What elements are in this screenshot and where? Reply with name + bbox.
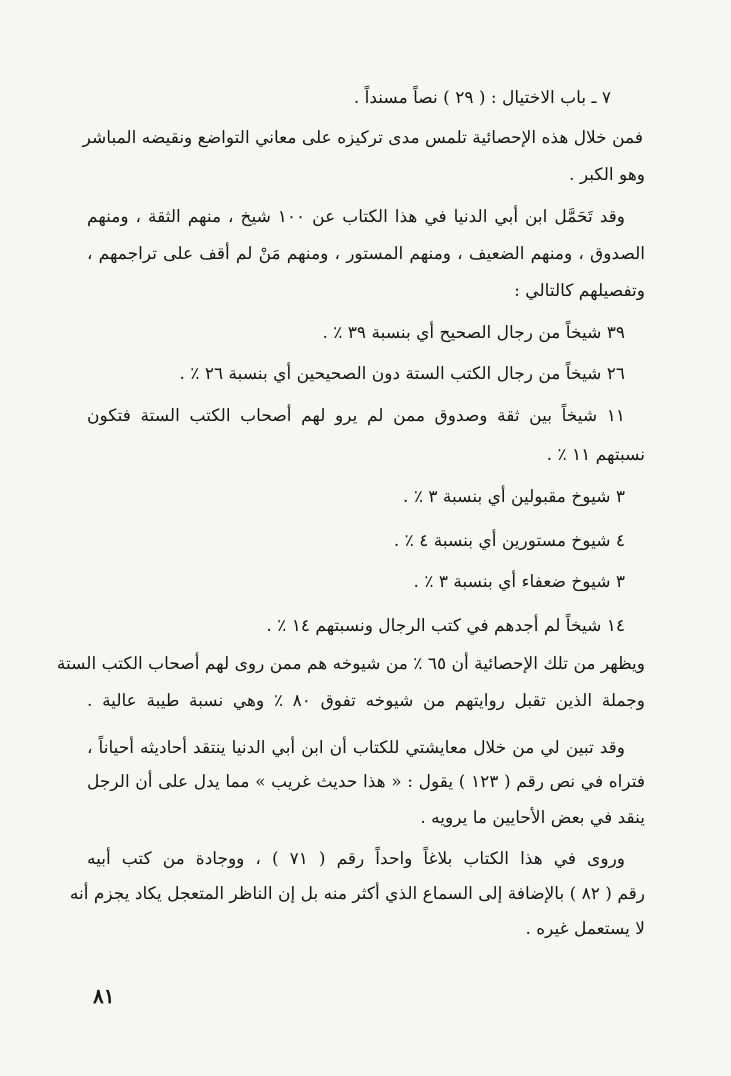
list-item: ٢٦ شيخاً من رجال الكتب الستة دون الصحيحين أي بنسبة ٢٦ ٪ . (179, 364, 625, 384)
paragraph-line: وقد تبين لي من خلال معايشتي للكتاب أن ابن أبي الدنيا ينتقد أحاديثه أحياناً ، (87, 738, 625, 758)
paragraph-line: وقد تَحَمَّل ابن أبي الدنيا في هذا الكتاب عن ١٠٠ شيخ ، منهم الثقة ، ومنهم (87, 207, 625, 227)
paragraph-line: فمن خلال هذه الإحصائية تلمس مدى تركيزه على معاني التواضع ونقيضه المباشر (82, 128, 643, 148)
list-item: ٤ شيوخ مستورين أي بنسبة ٤ ٪ . (393, 531, 625, 551)
list-item: ٣ شيوخ مقبولين أي بنسبة ٣ ٪ . (403, 487, 625, 507)
list-item: نسبتهم ١١ ٪ . (546, 445, 645, 465)
list-item: ٣ شيوخ ضعفاء أي بنسبة ٣ ٪ . (413, 572, 625, 592)
paragraph-line: رقم ( ٨٢ ) بالإضافة إلى السماع الذي أكثر منه بل إن الناظر المتعجل يكاد يجزم أنه (69, 884, 645, 904)
paragraph-line: لا يستعمل غيره . (525, 919, 645, 939)
paragraph-line: وجملة الذين تقبل روايتهم من شيوخه تفوق ٨٠ ٪ وهي نسبة طيبة عالية . (87, 691, 646, 711)
list-item: ٣٩ شيخاً من رجال الصحيح أي بنسبة ٣٩ ٪ . (322, 323, 625, 343)
paragraph-line: ينقد في بعض الأحايين ما يرويه . (420, 808, 645, 828)
paragraph-line: فتراه في نص رقم ( ١٢٣ ) يقول : « هذا حديث غريب » مما يدل على أن الرجل (87, 772, 645, 792)
paragraph-line: وهو الكبر . (569, 165, 645, 185)
paragraph-line: ويظهر من تلك الإحصائية أن ٦٥ ٪ من شيوخه هم ممن روى لهم أصحاب الكتب الستة (56, 654, 645, 674)
paragraph-line: وروى في هذا الكتاب بلاغاً واحداً رقم ( ٧١ ) ، ووجادة من كتب أبيه (87, 849, 625, 869)
page-number: ٨١ (93, 984, 115, 1008)
section-heading: ٧ ـ باب الاختيال : ( ٢٩ ) نصاً مسنداً . (353, 88, 611, 108)
paragraph-line: الصدوق ، ومنهم الضعيف ، ومنهم المستور ، ومنهم مَنْ لم أقف على تراجمهم ، (87, 244, 645, 264)
paragraph-line: وتفصيلهم كالتالي : (514, 281, 645, 301)
list-item: ١١ شيخاً بين ثقة وصدوق ممن لم يرو لهم أصحاب الكتب الستة فتكون (87, 406, 625, 426)
list-item: ١٤ شيخاً لم أجدهم في كتب الرجال ونسبتهم ١٤ ٪ . (266, 616, 625, 636)
